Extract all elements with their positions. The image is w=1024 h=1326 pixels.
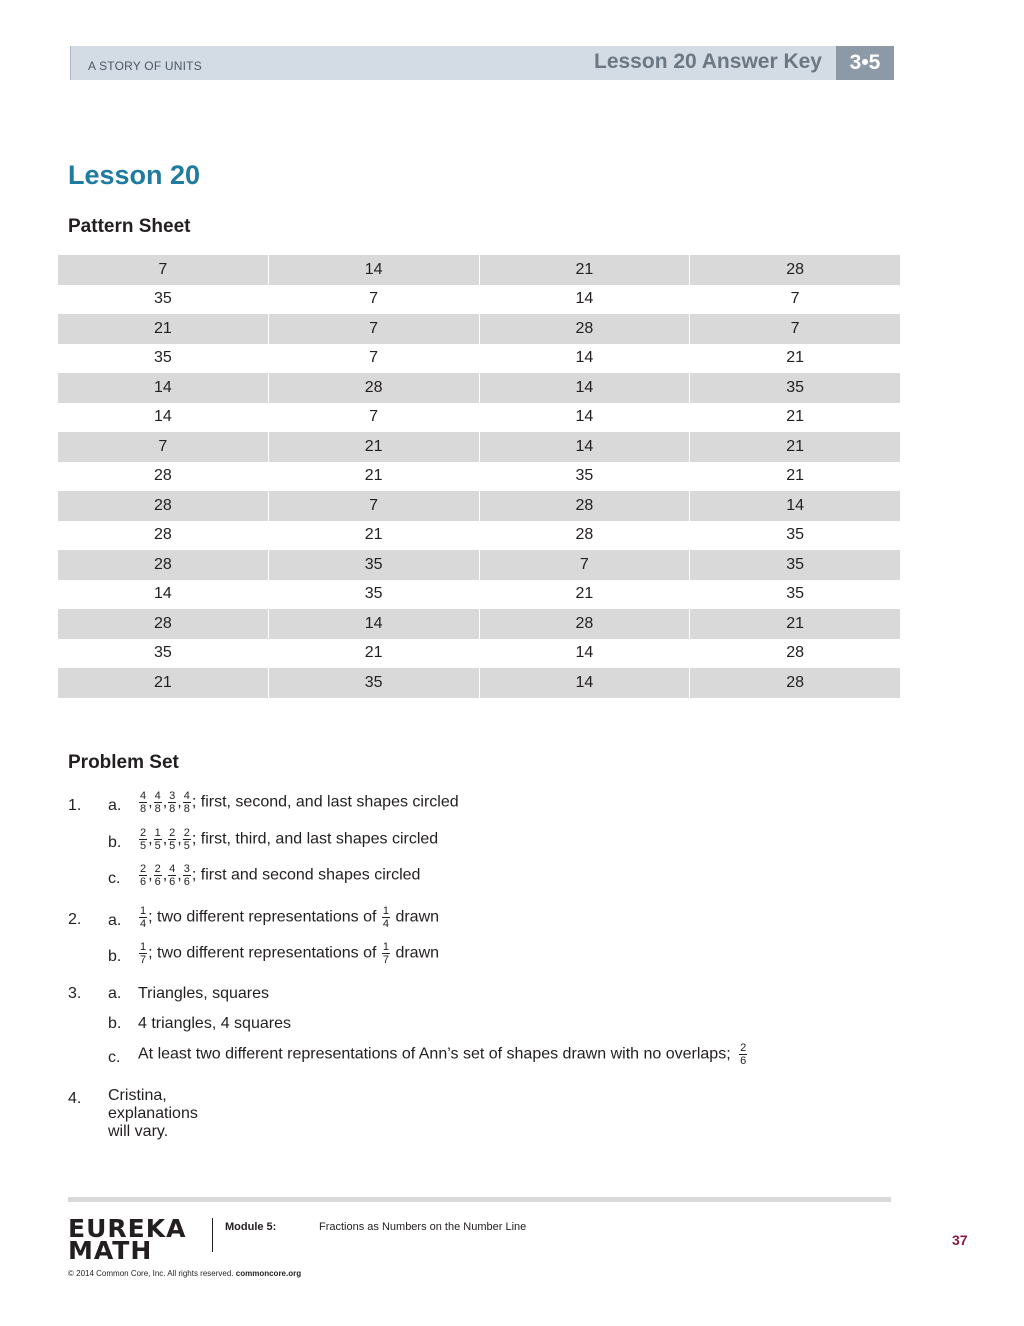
separator: , bbox=[177, 793, 182, 811]
separator: , bbox=[148, 866, 153, 884]
problem-number: 2. bbox=[68, 911, 82, 928]
pattern-row bbox=[58, 580, 900, 610]
fraction: $\frac{1}{4}$ bbox=[382, 905, 389, 930]
pattern-cell: 35 bbox=[268, 550, 479, 580]
problem-set-heading: Problem Set bbox=[68, 752, 179, 773]
pattern-cell: 7 bbox=[268, 403, 479, 433]
pattern-cell: 21 bbox=[268, 432, 479, 462]
series-label: A STORY OF UNITS bbox=[88, 59, 202, 73]
fraction: $\frac{2}{5}$ bbox=[183, 827, 190, 852]
part-letter: a. bbox=[108, 985, 122, 1002]
grade-module-badge: 3•5 bbox=[836, 46, 894, 80]
answer-3a: Triangles, squares bbox=[138, 985, 270, 1002]
answer-2a bbox=[138, 905, 439, 930]
pattern-cell: 7 bbox=[690, 314, 900, 344]
pattern-cell: 14 bbox=[479, 403, 690, 433]
pattern-cell: 7 bbox=[268, 344, 479, 374]
pattern-cell: 21 bbox=[268, 521, 479, 551]
pattern-cell: 28 bbox=[479, 521, 690, 551]
pattern-cell: 28 bbox=[479, 609, 690, 639]
pattern-cell: 14 bbox=[479, 432, 690, 462]
fraction: $\frac{4}{8}$ bbox=[140, 790, 147, 815]
fraction: $\frac{1}{4}$ bbox=[140, 905, 147, 930]
fraction: $\frac{2}{5}$ bbox=[169, 827, 176, 852]
pattern-cell: 14 bbox=[690, 491, 900, 521]
pattern-sheet-table bbox=[58, 255, 900, 698]
answer-1a bbox=[138, 790, 459, 815]
answer-text: ; first and second shapes circled bbox=[191, 866, 421, 884]
answer-3c-text: At least two different representations of Ann’s set of shapes drawn with no overlaps; bbox=[138, 1045, 731, 1063]
pattern-cell: 7 bbox=[268, 491, 479, 521]
pattern-cell: 14 bbox=[479, 344, 690, 374]
footer-rule bbox=[68, 1197, 891, 1202]
pattern-cell: 28 bbox=[690, 668, 900, 698]
pattern-cell: 21 bbox=[690, 609, 900, 639]
pattern-cell: 28 bbox=[479, 314, 690, 344]
answer-text: ; two different representations of bbox=[148, 908, 377, 926]
fraction: $\frac{4}{8}$ bbox=[183, 790, 190, 815]
pattern-row bbox=[58, 432, 900, 462]
pattern-row bbox=[58, 403, 900, 433]
eureka-math-logo: EUREKA MATH bbox=[68, 1214, 187, 1265]
pattern-row bbox=[58, 462, 900, 492]
pattern-cell: 28 bbox=[153, 467, 172, 485]
answer-text: drawn bbox=[395, 944, 440, 962]
pattern-cell: 21 bbox=[58, 668, 268, 698]
part-letter: a. bbox=[108, 912, 122, 929]
pattern-cell: 21 bbox=[268, 462, 479, 492]
part-letter: b. bbox=[108, 834, 122, 851]
pattern-row bbox=[58, 521, 900, 551]
pattern-cell: 28 bbox=[153, 526, 172, 544]
pattern-cell: 28 bbox=[58, 491, 268, 521]
separator: , bbox=[162, 830, 168, 848]
pattern-cell: 7 bbox=[58, 432, 268, 462]
separator: , bbox=[177, 830, 182, 848]
pattern-row bbox=[58, 609, 900, 639]
pattern-cell: 14 bbox=[58, 373, 268, 403]
pattern-cell: 21 bbox=[268, 639, 479, 669]
pattern-row bbox=[58, 373, 900, 403]
answer-text: drawn bbox=[395, 908, 440, 926]
fraction: $\frac{2}{5}$ bbox=[140, 827, 147, 852]
pattern-cell: 35 bbox=[268, 580, 479, 610]
pattern-row bbox=[58, 668, 900, 698]
fraction: $\frac{2}{6}$ bbox=[140, 863, 147, 888]
pattern-cell: 35 bbox=[153, 349, 172, 367]
part-letter: c. bbox=[108, 870, 121, 887]
pattern-cell: 14 bbox=[479, 668, 690, 698]
problem-number: 1. bbox=[68, 797, 82, 814]
pattern-row bbox=[58, 255, 900, 285]
pattern-cell: 35 bbox=[690, 550, 900, 580]
answer-3b: 4 triangles, 4 squares bbox=[138, 1015, 291, 1032]
pattern-cell: 14 bbox=[153, 585, 172, 603]
pattern-row bbox=[58, 314, 900, 344]
pattern-row bbox=[58, 491, 900, 521]
pattern-cell: 21 bbox=[690, 432, 900, 462]
fraction: $\frac{1}{7}$ bbox=[382, 941, 389, 966]
pattern-sheet-heading: Pattern Sheet bbox=[68, 216, 191, 237]
answer-text: ; first, second, and last shapes circled bbox=[191, 793, 459, 811]
separator: , bbox=[148, 830, 153, 848]
pattern-cell: 7 bbox=[268, 285, 479, 315]
pattern-cell: 7 bbox=[268, 314, 479, 344]
fraction: $\frac{4}{8}$ bbox=[154, 790, 161, 815]
fraction: $\frac{1}{5}$ bbox=[154, 827, 161, 852]
answer-text: ; first, third, and last shapes circled bbox=[191, 830, 439, 848]
separator: , bbox=[177, 866, 182, 884]
answer-1b bbox=[138, 827, 438, 852]
pattern-cell: 28 bbox=[58, 609, 268, 639]
fraction: $\frac{2}{6}$ bbox=[740, 1042, 747, 1067]
fraction: $\frac{4}{6}$ bbox=[169, 863, 176, 888]
part-letter: b. bbox=[108, 948, 122, 965]
module-title: Fractions as Numbers on the Number Line bbox=[319, 1221, 527, 1233]
pattern-cell: 28 bbox=[58, 550, 268, 580]
pattern-cell: 28 bbox=[479, 491, 690, 521]
pattern-cell: 35 bbox=[153, 644, 172, 662]
pattern-row bbox=[58, 639, 900, 669]
pattern-cell: 7 bbox=[58, 255, 268, 285]
pattern-cell: 35 bbox=[690, 373, 900, 403]
answer-4: Cristina, explanations will vary. bbox=[108, 1087, 198, 1140]
pattern-cell: 7 bbox=[690, 285, 900, 315]
problem-number: 4. bbox=[68, 1090, 82, 1107]
answer-text: ; two different representations of bbox=[148, 944, 377, 962]
fraction: $\frac{2}{6}$ bbox=[154, 863, 161, 888]
pattern-cell: 28 bbox=[690, 255, 900, 285]
pattern-cell: 35 bbox=[479, 462, 690, 492]
lesson-title: Lesson 20 bbox=[68, 160, 201, 190]
pattern-cell: 28 bbox=[690, 639, 900, 669]
part-letter: c. bbox=[108, 1049, 121, 1066]
pattern-cell: 21 bbox=[58, 314, 268, 344]
part-letter: b. bbox=[108, 1015, 122, 1032]
separator: , bbox=[162, 793, 168, 811]
pattern-cell: 21 bbox=[690, 344, 900, 374]
pattern-cell: 14 bbox=[268, 255, 479, 285]
answer-key-title: Lesson 20 Answer Key bbox=[594, 50, 822, 73]
pattern-cell: 14 bbox=[479, 373, 690, 403]
copyright-link: commoncore.org bbox=[235, 1269, 302, 1278]
problem-number: 3. bbox=[68, 985, 82, 1002]
pattern-row bbox=[58, 550, 900, 580]
answer-3c bbox=[138, 1042, 748, 1067]
copyright: © 2014 Common Core, Inc. All rights reserved. commoncore.org bbox=[68, 1269, 302, 1278]
separator: , bbox=[148, 793, 153, 811]
pattern-row bbox=[58, 285, 900, 315]
page-number: 37 bbox=[952, 1232, 968, 1248]
pattern-cell: 35 bbox=[268, 668, 479, 698]
pattern-cell: 35 bbox=[153, 290, 172, 308]
pattern-cell: 21 bbox=[690, 462, 900, 492]
answer-2b bbox=[138, 941, 439, 966]
pattern-cell: 35 bbox=[690, 521, 900, 551]
pattern-cell: 14 bbox=[479, 285, 690, 315]
pattern-cell: 28 bbox=[268, 373, 479, 403]
pattern-row bbox=[58, 344, 900, 374]
separator: , bbox=[162, 866, 168, 884]
pattern-cell: 14 bbox=[153, 408, 172, 426]
pattern-cell: 7 bbox=[479, 550, 690, 580]
fraction: $\frac{1}{7}$ bbox=[140, 941, 147, 966]
page-header bbox=[70, 46, 894, 80]
pattern-cell: 14 bbox=[268, 609, 479, 639]
answer-1c bbox=[138, 863, 420, 888]
pattern-cell: 21 bbox=[690, 403, 900, 433]
module-label: Module 5: bbox=[225, 1221, 277, 1233]
footer-divider bbox=[212, 1218, 213, 1252]
pattern-cell: 21 bbox=[479, 255, 690, 285]
fraction: $\frac{3}{6}$ bbox=[183, 863, 190, 888]
pattern-cell: 14 bbox=[479, 639, 690, 669]
fraction: $\frac{3}{8}$ bbox=[169, 790, 176, 815]
pattern-cell: 21 bbox=[479, 580, 690, 610]
pattern-cell: 35 bbox=[690, 580, 900, 610]
part-letter: a. bbox=[108, 797, 122, 814]
